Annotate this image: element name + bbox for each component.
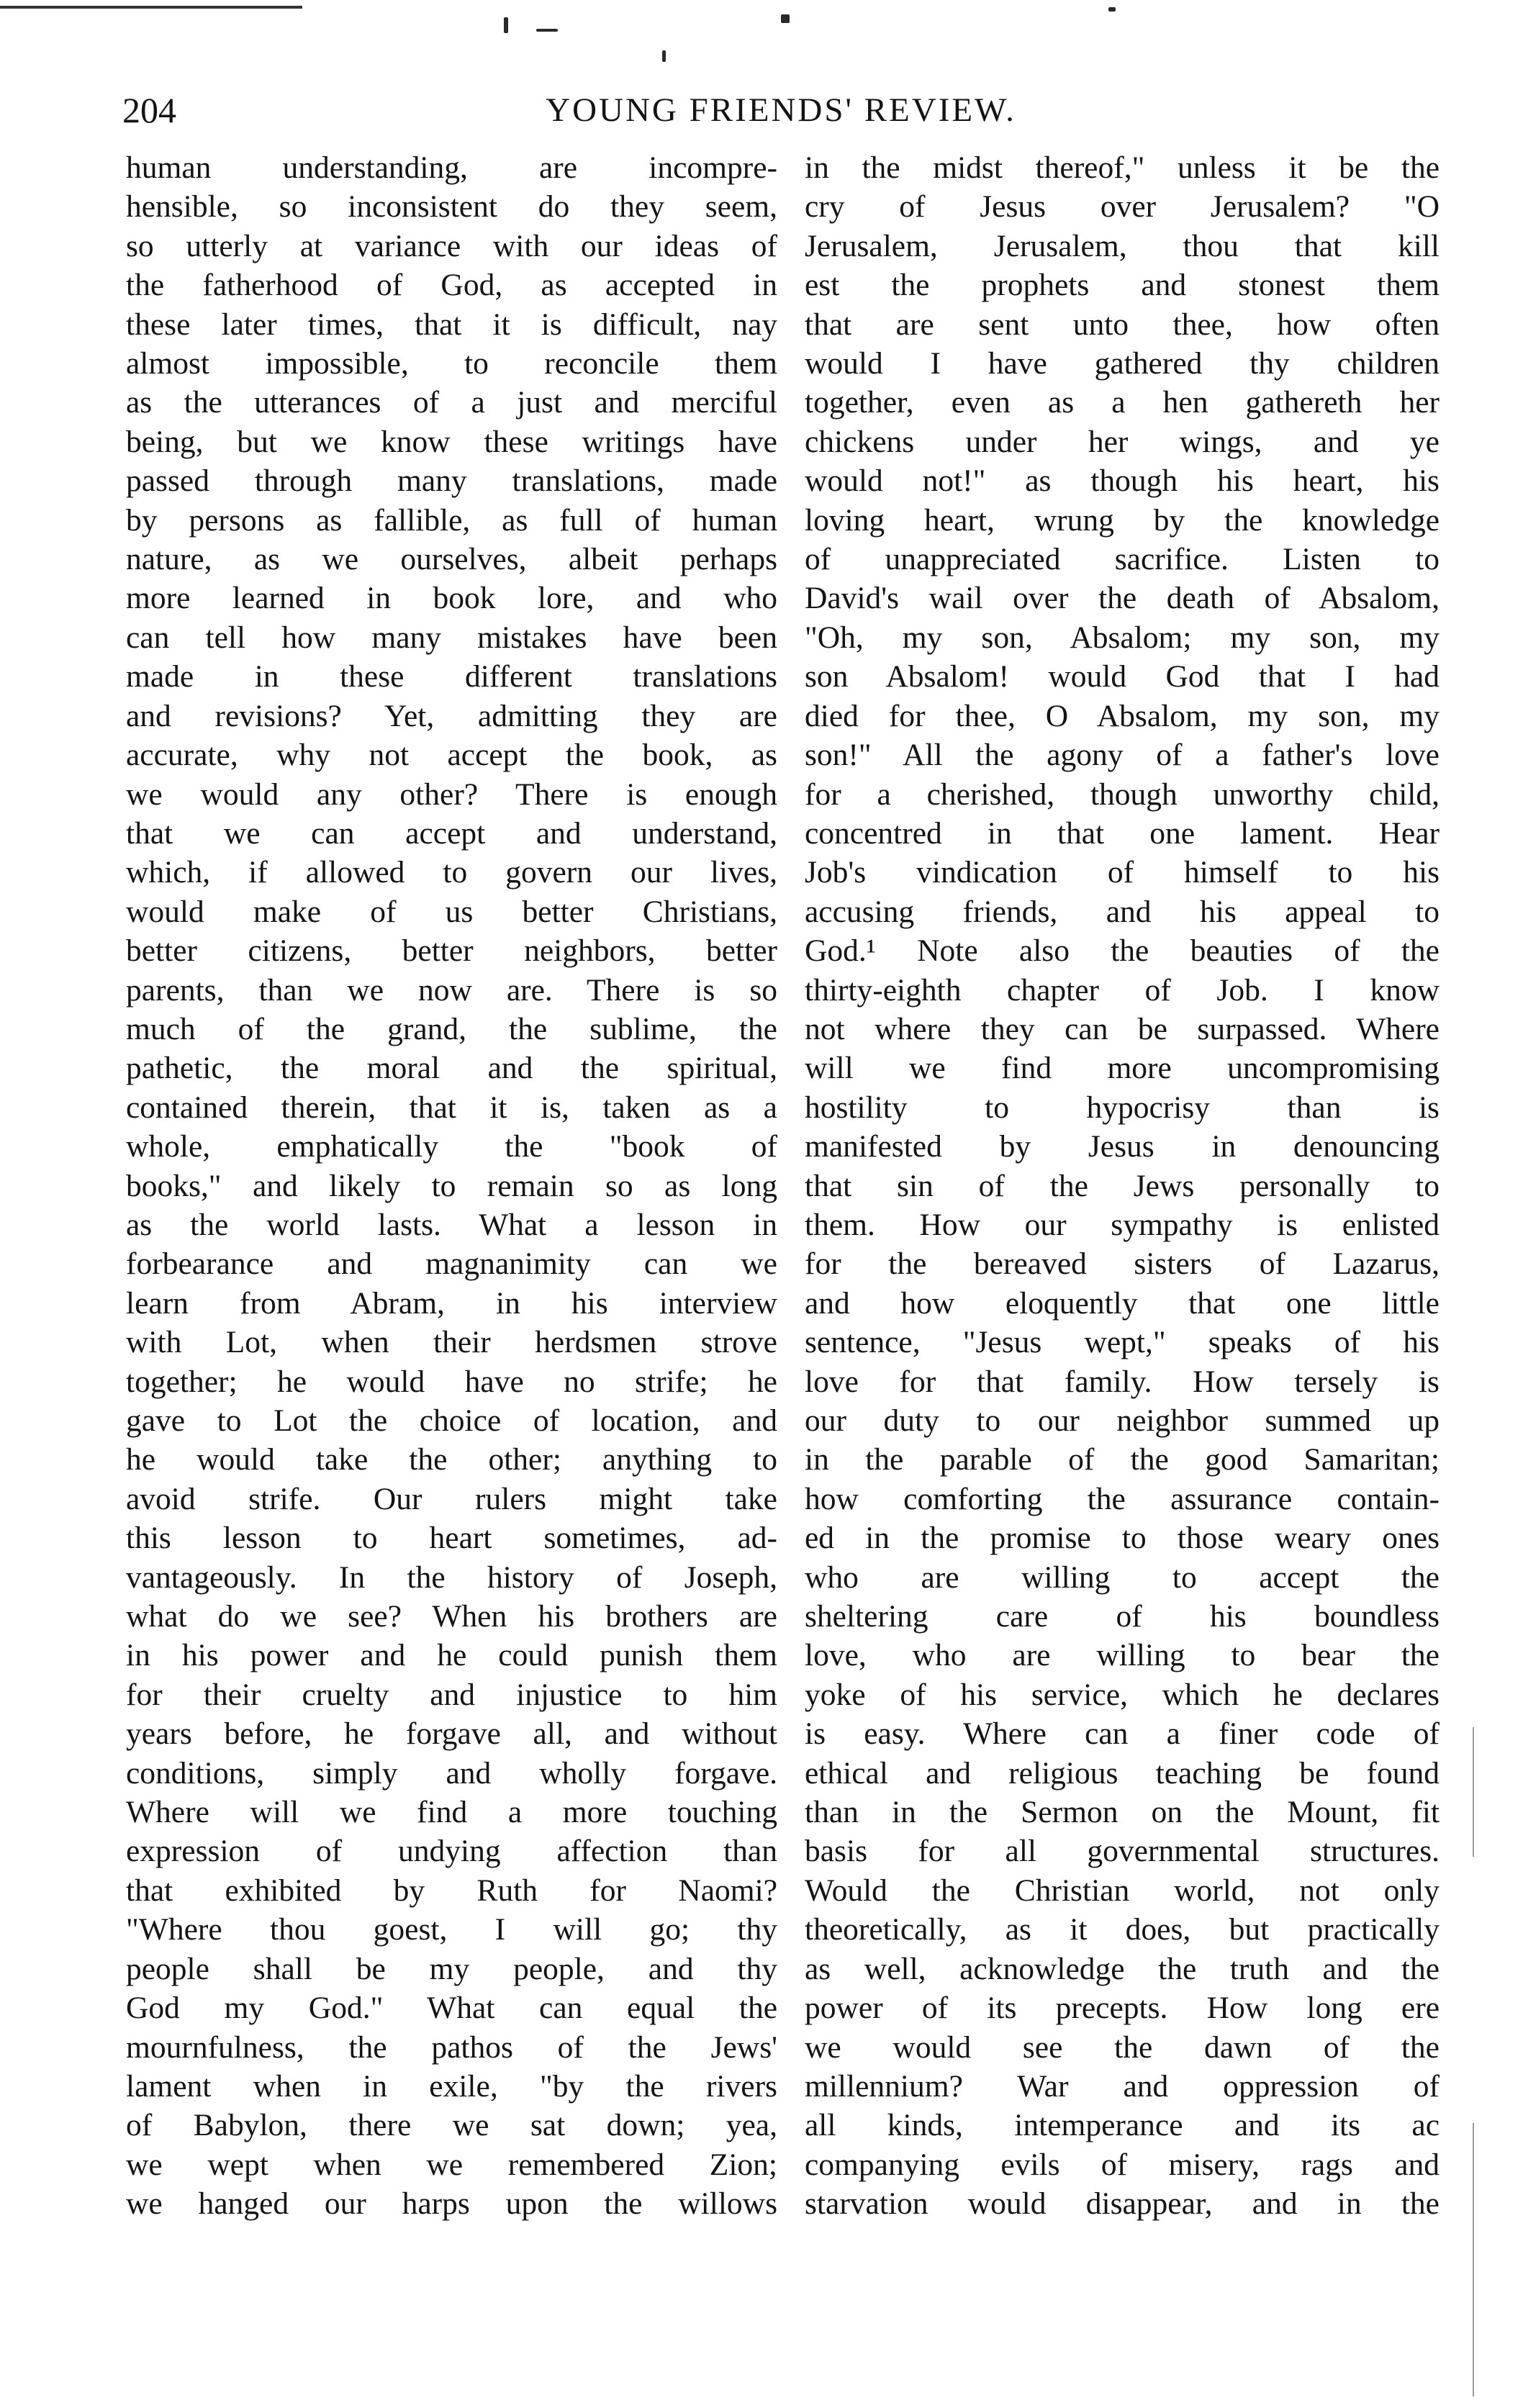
text-line: mournfulness, the pathos of the Jews' bbox=[126, 2029, 777, 2065]
text-line: ed in the promise to those weary ones bbox=[805, 1521, 1440, 1556]
page-edge-mark bbox=[1473, 1727, 1474, 1857]
text-line: conditions, simply and wholly forgave. bbox=[126, 1755, 777, 1791]
text-line: cry of Jesus over Jerusalem? "O bbox=[805, 189, 1440, 225]
text-line: son!" All the agony of a father's love bbox=[805, 738, 1440, 773]
text-line: is easy. Where can a finer code of bbox=[805, 1716, 1440, 1752]
text-line: he would take the other; anything to bbox=[126, 1442, 777, 1477]
text-line: with Lot, when their herdsmen strove bbox=[126, 1325, 777, 1360]
text-line: loving heart, wrung by the knowledge bbox=[805, 502, 1440, 538]
text-line: Jerusalem, Jerusalem, thou that kill bbox=[805, 228, 1440, 263]
text-line: Would the Christian world, not only bbox=[805, 1873, 1440, 1908]
text-line: sentence, "Jesus wept," speaks of his bbox=[805, 1325, 1440, 1360]
text-line: the fatherhood of God, as accepted in bbox=[126, 268, 777, 303]
ink-speck bbox=[1108, 7, 1116, 12]
text-line: as well, acknowledge the truth and the bbox=[805, 1951, 1440, 1986]
top-rule bbox=[0, 6, 302, 9]
text-line: lament when in exile, "by the rivers bbox=[126, 2068, 777, 2104]
text-line: as the utterances of a just and merciful bbox=[126, 385, 777, 420]
page-number: 204 bbox=[122, 90, 176, 130]
text-line: power of its precepts. How long ere bbox=[805, 1991, 1440, 2026]
text-line: that exhibited by Ruth for Naomi? bbox=[126, 1873, 777, 1908]
text-line: manifested by Jesus in denouncing bbox=[805, 1129, 1440, 1164]
text-line: parents, than we now are. There is so bbox=[126, 972, 777, 1008]
text-line: almost impossible, to reconcile them bbox=[126, 346, 777, 381]
text-line: Where will we find a more touching bbox=[126, 1795, 777, 1830]
text-line: how comforting the assurance contain- bbox=[805, 1481, 1440, 1516]
text-line: David's wail over the death of Absalom, bbox=[805, 581, 1440, 616]
text-line: who are willing to accept the bbox=[805, 1560, 1440, 1595]
text-line: in his power and he could punish them bbox=[126, 1638, 777, 1673]
text-line: which, if allowed to govern our lives, bbox=[126, 855, 777, 890]
text-line: basis for all governmental structures. bbox=[805, 1834, 1440, 1869]
text-line: for a cherished, though unworthy child, bbox=[805, 777, 1440, 812]
text-line: chickens under her wings, and ye bbox=[805, 424, 1440, 459]
text-line: God.¹ Note also the beauties of the bbox=[805, 933, 1440, 969]
text-line: together; he would have no strife; he bbox=[126, 1364, 777, 1399]
text-line: "Oh, my son, Absalom; my son, my bbox=[805, 620, 1440, 655]
text-line: what do we see? When his brothers are bbox=[126, 1599, 777, 1634]
ink-speck bbox=[781, 14, 790, 23]
text-line: died for thee, O Absalom, my son, my bbox=[805, 698, 1440, 733]
text-line: our duty to our neighbor summed up bbox=[805, 1403, 1440, 1438]
text-line: by persons as fallible, as full of human bbox=[126, 502, 777, 538]
text-line: human understanding, are incompre- bbox=[126, 150, 777, 185]
text-line: and revisions? Yet, admitting they are bbox=[126, 698, 777, 733]
text-line: whole, emphatically the "book of bbox=[126, 1129, 777, 1164]
text-line: being, but we know these writings have bbox=[126, 424, 777, 459]
text-line: of Babylon, there we sat down; yea, bbox=[126, 2108, 777, 2143]
text-line: can tell how many mistakes have been bbox=[126, 620, 777, 655]
text-line: them. How our sympathy is enlisted bbox=[805, 1207, 1440, 1242]
text-line: vantageously. In the history of Joseph, bbox=[126, 1560, 777, 1595]
text-line: est the prophets and stonest them bbox=[805, 268, 1440, 303]
text-line: accurate, why not accept the book, as bbox=[126, 738, 777, 773]
text-line: millennium? War and oppression of bbox=[805, 2068, 1440, 2104]
page-edge-mark bbox=[1473, 2123, 1474, 2396]
text-line: gave to Lot the choice of location, and bbox=[126, 1403, 777, 1438]
text-line: in the midst thereof," unless it be the bbox=[805, 150, 1440, 185]
text-line: people shall be my people, and thy bbox=[126, 1951, 777, 1986]
text-line: as the world lasts. What a lesson in bbox=[126, 1207, 777, 1242]
text-line: all kinds, intemperance and its ac bbox=[805, 2108, 1440, 2143]
text-line: hensible, so inconsistent do they seem, bbox=[126, 189, 777, 225]
text-line: will we find more uncompromising bbox=[805, 1051, 1440, 1086]
text-line: contained therein, that it is, taken as a bbox=[126, 1090, 777, 1125]
text-line: made in these different translations bbox=[126, 659, 777, 694]
text-line: sheltering care of his boundless bbox=[805, 1599, 1440, 1634]
text-line: yoke of his service, which he declares bbox=[805, 1677, 1440, 1712]
text-line: and how eloquently that one little bbox=[805, 1285, 1440, 1321]
text-line: we wept when we remembered Zion; bbox=[126, 2147, 777, 2182]
text-line: starvation would disappear, and in the bbox=[805, 2186, 1440, 2222]
text-line: for their cruelty and injustice to him bbox=[126, 1677, 777, 1712]
running-title: YOUNG FRIENDS' REVIEW. bbox=[546, 91, 1016, 129]
text-line: nature, as we ourselves, albeit perhaps bbox=[126, 542, 777, 577]
text-line: ethical and religious teaching be found bbox=[805, 1755, 1440, 1791]
text-line: together, even as a hen gathereth her bbox=[805, 385, 1440, 420]
ink-speck bbox=[536, 29, 558, 32]
text-line: accusing friends, and his appeal to bbox=[805, 894, 1440, 929]
text-line: we would any other? There is enough bbox=[126, 777, 777, 812]
text-line: that sin of the Jews personally to bbox=[805, 1168, 1440, 1203]
text-line: would not!" as though his heart, his bbox=[805, 463, 1440, 499]
text-line: God my God." What can equal the bbox=[126, 1991, 777, 2026]
text-line: companying evils of misery, rags and bbox=[805, 2147, 1440, 2182]
text-line: these later times, that it is difficult, nay bbox=[126, 307, 777, 342]
right-column bbox=[805, 148, 1440, 2293]
text-line: much of the grand, the sublime, the bbox=[126, 1011, 777, 1046]
text-line: hostility to hypocrisy than is bbox=[805, 1090, 1440, 1125]
text-line: avoid strife. Our rulers might take bbox=[126, 1481, 777, 1516]
text-line: so utterly at variance with our ideas of bbox=[126, 228, 777, 263]
text-line: love, who are willing to bear the bbox=[805, 1638, 1440, 1673]
ink-speck bbox=[504, 17, 508, 33]
text-line: love for that family. How tersely is bbox=[805, 1364, 1440, 1399]
text-line: forbearance and magnanimity can we bbox=[126, 1246, 777, 1282]
text-line: this lesson to heart sometimes, ad- bbox=[126, 1521, 777, 1556]
text-line: books," and likely to remain so as long bbox=[126, 1168, 777, 1203]
text-line: we would see the dawn of the bbox=[805, 2029, 1440, 2065]
text-line: better citizens, better neighbors, better bbox=[126, 933, 777, 969]
text-line: more learned in book lore, and who bbox=[126, 581, 777, 616]
text-line: not where they can be surpassed. Where bbox=[805, 1011, 1440, 1046]
text-line: that are sent unto thee, how often bbox=[805, 307, 1440, 342]
text-line: learn from Abram, in his interview bbox=[126, 1285, 777, 1321]
text-line: we hanged our harps upon the willows bbox=[126, 2186, 777, 2222]
text-line: thirty-eighth chapter of Job. I know bbox=[805, 972, 1440, 1008]
text-line: "Where thou goest, I will go; thy bbox=[126, 1912, 777, 1947]
text-line: passed through many translations, made bbox=[126, 463, 777, 499]
page-header bbox=[122, 85, 1440, 135]
ink-speck bbox=[662, 50, 666, 62]
text-line: in the parable of the good Samaritan; bbox=[805, 1442, 1440, 1477]
text-line: theoretically, as it does, but practically bbox=[805, 1912, 1440, 1947]
text-line: pathetic, the moral and the spiritual, bbox=[126, 1051, 777, 1086]
text-line: would I have gathered thy children bbox=[805, 346, 1440, 381]
text-line: Job's vindication of himself to his bbox=[805, 855, 1440, 890]
left-column bbox=[126, 148, 777, 2293]
text-line: concentred in that one lament. Hear bbox=[805, 815, 1440, 851]
text-line: son Absalom! would God that I had bbox=[805, 659, 1440, 694]
text-line: expression of undying affection than bbox=[126, 1834, 777, 1869]
text-line: of unappreciated sacrifice. Listen to bbox=[805, 542, 1440, 577]
text-line: would make of us better Christians, bbox=[126, 894, 777, 929]
text-line: than in the Sermon on the Mount, fit bbox=[805, 1795, 1440, 1830]
text-line: for the bereaved sisters of Lazarus, bbox=[805, 1246, 1440, 1282]
text-line: years before, he forgave all, and without bbox=[126, 1716, 777, 1752]
text-line: that we can accept and understand, bbox=[126, 815, 777, 851]
